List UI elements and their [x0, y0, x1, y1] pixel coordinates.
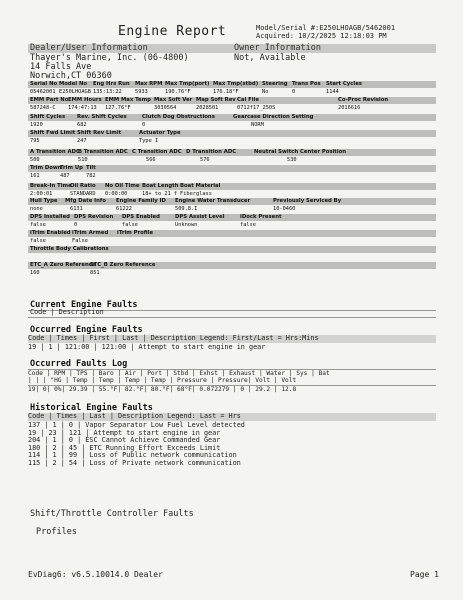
info-value: 530	[287, 157, 297, 163]
info-value: 190.76°F	[165, 89, 191, 95]
faults-log-title: Occurred Faults Log	[30, 359, 128, 369]
info-value: false	[30, 238, 46, 244]
info-value: False	[72, 238, 88, 244]
info-label: Model No	[59, 81, 88, 87]
occurred-faults-title: Occurred Engine Faults	[30, 325, 143, 335]
info-label: Eng Hrs Run	[93, 81, 130, 87]
occurred-faults-row: 19 | 1 | 121:00 | 121:00 | Attempt to start engine in gear	[28, 343, 266, 351]
info-label: iDock Present	[240, 214, 282, 220]
info-label: Break-In Time	[30, 183, 72, 189]
info-value: 0	[292, 89, 296, 95]
rule	[28, 317, 436, 318]
info-value: 510	[78, 157, 88, 163]
historical-fault-row: 114 | 1 | 99 | Loss of Public network communication	[28, 451, 237, 460]
current-faults-header: Code | Description	[30, 308, 104, 316]
faults-log-header-2: | | | "HG | Temp | Temp | Temp | Temp | Pressure | Pressure| Volt | Volt	[28, 377, 297, 384]
historical-fault-row: 19 | 23 | 121 | Attempt to start engine in gear	[28, 428, 221, 437]
model-serial: Model/Serial #:E250LHOAGB/5462001	[256, 24, 396, 32]
info-label: Max Tmp(port)	[165, 81, 210, 87]
info-value: 6131	[70, 206, 83, 212]
info-label: EMM Part No	[30, 97, 69, 103]
current-faults-title: Current Engine Faults	[30, 300, 138, 310]
info-label: Tilt	[86, 165, 96, 171]
info-value: 587248-C	[30, 105, 56, 111]
profiles: Profiles	[36, 527, 77, 537]
info-label: Max Tmp(stbd)	[213, 81, 259, 87]
info-value: false	[30, 222, 46, 228]
info-value: 2016616	[338, 105, 361, 111]
dealer-header: Dealer/User Information	[30, 43, 148, 53]
info-label: Actuator Type	[139, 130, 181, 136]
info-value: 18+ to 21 f	[142, 191, 178, 197]
info-label: DPS Enabled	[122, 214, 160, 220]
info-value: 0712f17_250S	[237, 105, 276, 111]
info-label: Map Soft Rev	[196, 97, 236, 103]
info-label: ETC_B Zero Reference	[90, 262, 156, 268]
historical-fault-row: 137 | 1 | 0 | Vapor Separator Low Fuel Level detected	[28, 421, 245, 429]
info-value: 509.8.I	[175, 206, 198, 212]
info-value: 161	[30, 173, 40, 179]
info-value: 487	[60, 173, 70, 179]
info-value: 851	[90, 270, 100, 276]
footer-version: EvDiag6: v6.5.10014.0 Dealer	[28, 570, 163, 579]
historical-fault-row: 115 | 2 | 54 | Loss of Private network communication	[28, 459, 241, 467]
info-label: Boat Material	[180, 183, 221, 189]
historical-faults-title: Historical Engine Faults	[30, 403, 153, 413]
info-label: Engine Water Transducer	[175, 198, 251, 204]
info-value: 2028501	[196, 105, 219, 111]
dealer-addr1: 14 Falls Ave	[30, 62, 92, 72]
info-label: B Transition ADC	[78, 149, 128, 155]
info-value: 0	[74, 222, 78, 228]
occurred-faults-header: Code | Times | First | Last | Description Legend: First/Last = Hrs:Mins	[28, 335, 436, 343]
info-label: Shift Rev Limit	[77, 130, 122, 136]
info-value: 795	[30, 138, 40, 144]
info-value: 682	[77, 122, 87, 128]
info-label: Trans Pos	[292, 81, 321, 87]
info-label: No Oil Time	[105, 183, 140, 189]
info-label: Mfg Date Info	[65, 198, 106, 204]
faults-log-header-1: Code | RPM | TPS | Baro | Air | Port | Stbd | Exhst | Exhaust | Water | Sys | Bat	[28, 370, 330, 377]
info-label: EMM Max Temp	[105, 97, 151, 103]
info-label: A Transition ADC	[30, 149, 80, 155]
info-value: 10-0460	[273, 206, 296, 212]
info-label: Oil Ratio	[70, 183, 96, 189]
info-label: iTrim Armed	[72, 230, 109, 236]
faults-log-row: 19| 0| 0%| 29.39 | 55.°F| 82.°F| 80.°F| 68°F| 0.072279 | 0 | 29.2 | 12.8	[28, 386, 297, 393]
report-title: Engine Report	[118, 24, 227, 39]
info-label: DPS Installed	[30, 214, 70, 220]
info-value: 247	[77, 138, 87, 144]
info-value: none	[30, 206, 43, 212]
info-label: Max Soft Ver	[154, 97, 193, 103]
info-value: 174:47:13	[68, 105, 97, 111]
info-value: 61222	[116, 206, 132, 212]
info-value: 160	[30, 270, 40, 276]
historical-fault-row: 204 | 1 | 0 | ESC Cannot Achieve Commanded Gear	[28, 436, 221, 445]
info-value: Unknown	[175, 222, 198, 228]
info-label: Serial No	[30, 81, 58, 87]
model-serial-block	[256, 24, 395, 40]
info-label: Trim Up	[60, 165, 83, 171]
info-value: Fiberglass	[180, 191, 212, 197]
info-value: 3030564	[154, 105, 177, 111]
info-value: 1920	[30, 122, 43, 128]
info-label: Rev. Shift Cycles	[77, 114, 127, 120]
info-label: Engine Family ID	[116, 198, 166, 204]
info-label: Throttle Body Calibrations	[30, 246, 109, 252]
info-label: Shift Fwd Limit	[30, 130, 76, 136]
info-value: 176.18°F	[213, 89, 239, 95]
info-label: Boat Length	[142, 183, 179, 189]
info-value: 2:00:01	[30, 191, 53, 197]
info-label: EMM Hours	[68, 97, 102, 103]
info-label: DPS Assist Level	[175, 214, 225, 220]
owner-status: Not, Available	[234, 53, 306, 63]
info-label: Start Cycles	[326, 81, 362, 87]
info-value: 0	[142, 122, 146, 128]
info-label: Clutch Dog Obstructions	[142, 114, 215, 120]
info-value: 135:13:22	[93, 89, 122, 95]
info-label: Hull Type	[30, 198, 58, 204]
shift-throttle-faults: Shift/Throttle Controller Faults	[30, 509, 194, 519]
info-value: 566	[146, 157, 156, 163]
dealer-addr2: Norwich,CT 06360	[30, 71, 112, 81]
info-value: No	[262, 89, 269, 95]
info-label: Trim Down	[30, 165, 62, 171]
info-label: Previously Serviced By	[273, 198, 342, 204]
info-label: Shift Cycles	[30, 114, 66, 120]
dealer-name: Thayer's Marine, Inc. (06-4800)	[30, 53, 189, 63]
info-value: 1144	[326, 89, 339, 95]
historical-faults-header: Code | Times | Last | Description Legend: Last = Hrs	[28, 413, 436, 421]
info-label: DPS Revision	[74, 214, 114, 220]
acquired-date: Acquired: 10/2/2025 12:18:03 PM	[256, 32, 387, 40]
owner-header: Owner Information	[234, 43, 321, 53]
historical-fault-row: 180 | 2 | 45 | ETC Running Effort Exceeds Limit	[28, 443, 221, 452]
info-value: NORM	[251, 122, 264, 128]
info-value: 0:00:00	[105, 191, 128, 197]
info-value: false	[122, 222, 138, 228]
info-value: 500	[30, 157, 40, 163]
info-label: ETC_A Zero Reference	[30, 262, 96, 268]
info-value: 127.76°F	[105, 105, 131, 111]
info-label: Gearcase Direction Setting	[233, 114, 314, 120]
info-label: Cal File	[237, 97, 259, 103]
info-label: C Transition ADC	[132, 149, 182, 155]
info-label: Steering	[262, 81, 288, 87]
info-value: false	[240, 222, 256, 228]
dealer-address	[30, 54, 189, 81]
footer-page: Page 1	[410, 570, 439, 579]
info-value: Type I	[139, 138, 159, 144]
info-label: iTrim Profile	[117, 230, 154, 236]
info-label: D Transition ADC	[186, 149, 237, 155]
info-value: E250LHOAGB	[59, 89, 91, 95]
info-value: 576	[200, 157, 210, 163]
info-value: 5933	[135, 89, 148, 95]
info-label: Max RPM	[135, 81, 163, 87]
info-value: 05462001	[30, 89, 56, 95]
info-label: iTrim Enabled	[30, 230, 71, 236]
info-value: STANDARD	[70, 191, 96, 197]
info-label: Co-Proc Revision	[338, 97, 389, 103]
info-label: Neutral Switch Center Position	[254, 149, 347, 155]
info-value: 782	[86, 173, 96, 179]
